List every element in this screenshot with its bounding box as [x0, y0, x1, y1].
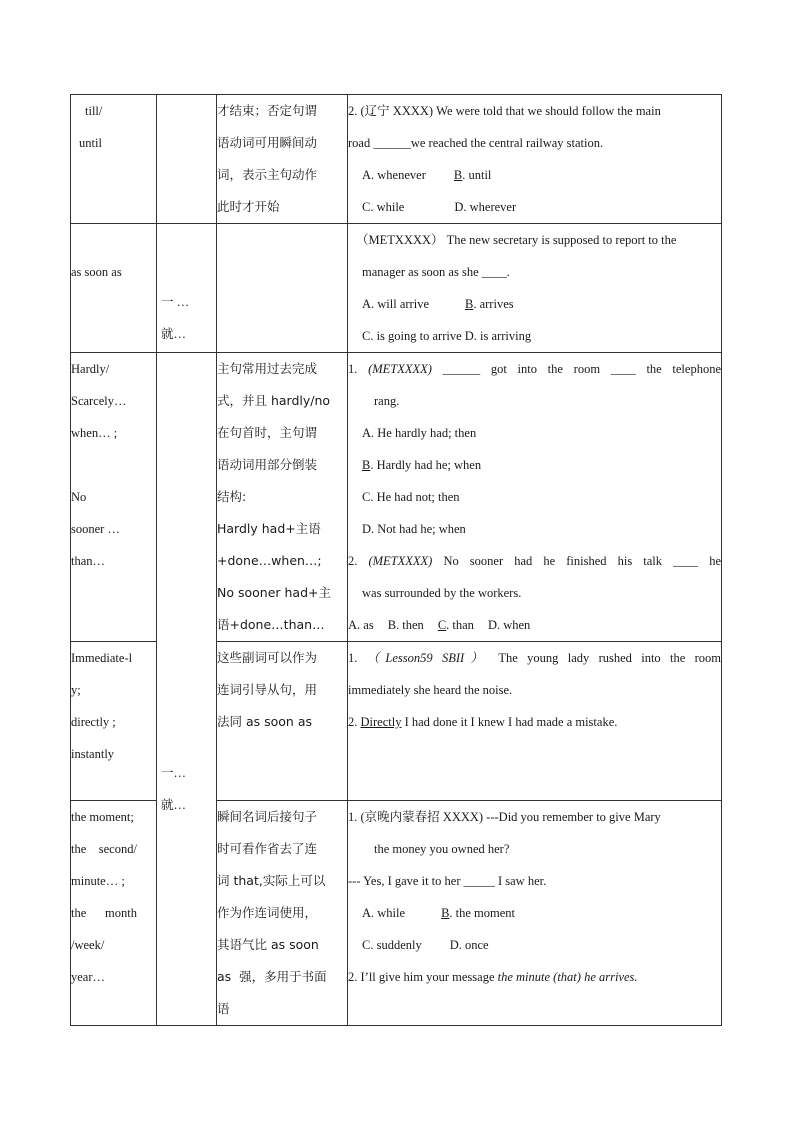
usage-line: 语动词可用瞬间动 — [217, 135, 318, 150]
usage-line: 主句常用过去完成 — [217, 361, 318, 376]
meaning-cell — [157, 224, 217, 353]
question-source: (METXXXX) — [368, 554, 433, 568]
sentence-body: The young lady rushed into the room — [498, 651, 721, 665]
usage-line: 作为作连词使用， — [217, 905, 318, 920]
usage-cell — [217, 224, 348, 353]
question-body: No sooner had he finished his talk ____ he — [443, 554, 721, 568]
option-b: B. then — [387, 618, 424, 632]
option-a: A. whenever — [362, 168, 426, 182]
option-d: D. when — [487, 618, 531, 632]
examples-cell — [348, 801, 722, 1026]
table-row — [71, 95, 722, 224]
sentence-text — [348, 706, 721, 738]
usage-cell — [217, 642, 348, 801]
meaning-line: 一 … — [161, 295, 190, 309]
question-text — [348, 545, 721, 577]
options-line — [348, 897, 721, 929]
question-text: --- Yes, I gave it to her _____ I saw her. — [348, 874, 547, 888]
conjunction-line: /week/ — [71, 938, 105, 952]
usage-line: 其语气比 as soon — [217, 937, 319, 952]
conjunction-line: Hardly/ — [71, 362, 110, 376]
usage-line: 法同 as soon as — [217, 714, 312, 729]
usage-cell — [217, 353, 348, 642]
question-text: 2. (辽宁 XXXX) We were told that we should follow the main — [348, 104, 661, 118]
option-a: A. while — [362, 906, 406, 920]
table-row — [71, 224, 722, 353]
conjunction-cell — [71, 224, 157, 353]
conjunction-line: the month — [71, 906, 137, 920]
conjunction-cell — [71, 801, 157, 1026]
question-number: 1. — [348, 362, 358, 376]
question-text: was surrounded by the workers. — [362, 586, 522, 600]
conjunction-line: instantly — [71, 747, 115, 761]
conjunction-line: the moment; — [71, 810, 134, 824]
option-c: C. suddenly — [362, 938, 422, 952]
meaning-line: 就… — [161, 798, 187, 812]
usage-line: 词 that,实际上可以 — [217, 873, 326, 888]
conjunction-cell — [71, 353, 157, 642]
usage-line: 此时才开始 — [217, 199, 280, 214]
examples-cell — [348, 353, 722, 642]
conjunction-line: as soon as — [71, 265, 122, 279]
option-b-letter: B — [465, 297, 474, 311]
usage-line: 才结束；否定句谓 — [217, 103, 318, 118]
option-b: . until — [462, 168, 492, 182]
usage-line: 在句首时，主句谓 — [217, 425, 318, 440]
option-c: . than — [446, 618, 474, 632]
meaning-cell — [157, 95, 217, 224]
option-d: D. once — [449, 938, 489, 952]
usage-line: 瞬间名词后接句子 — [217, 809, 318, 824]
option-a: A. He hardly had; then — [362, 426, 477, 440]
conjunction-line: Scarcely… — [71, 394, 127, 408]
option-b — [348, 449, 721, 481]
conjunction-cell — [71, 642, 157, 801]
sentence-text — [348, 642, 721, 674]
conjunction-line — [71, 449, 156, 481]
usage-line: Hardly had+主语 — [217, 521, 321, 536]
conjunction-line: when… ; — [71, 426, 118, 440]
option-a: A. as — [348, 618, 374, 632]
question-text — [348, 353, 721, 385]
option-b-text: . Hardly had he; when — [370, 458, 482, 472]
usage-line: 结构: — [217, 489, 247, 504]
sentence-body: I had done it I knew I had made a mistake. — [401, 715, 618, 729]
option-b: . arrives — [473, 297, 514, 311]
option-c: C. He had not; then — [362, 490, 460, 504]
usage-line: No sooner had+主 — [217, 585, 331, 600]
question-source: (METXXXX) — [368, 362, 432, 376]
question-text: road ______we reached the central railway station. — [348, 136, 604, 150]
option-d: D. Not had he; when — [362, 522, 466, 536]
conjunction-line: directly ; — [71, 715, 116, 729]
option-b-letter: B — [453, 168, 463, 182]
meaning-line: 一… — [161, 766, 187, 780]
conjunction-line: till/ — [85, 104, 103, 118]
usage-line: as 强，多用于书面 — [217, 969, 327, 984]
option-c: C. while — [362, 200, 405, 214]
conjunction-line: No — [71, 490, 87, 504]
question-text: 1. (京晚内蒙春招 XXXX) ---Did you remember to give Mary — [348, 810, 661, 824]
usage-cell — [217, 801, 348, 1026]
sentence-keyword: Directly — [360, 715, 402, 729]
options-line: C. is going to arrive D. is arriving — [362, 329, 532, 343]
usage-line: 时可看作省去了连 — [217, 841, 318, 856]
conjunction-cell — [71, 95, 157, 224]
usage-line: 式，并且 hardly/no — [217, 393, 331, 408]
question-text: （METXXXX） The new secretary is supposed to report to the — [356, 233, 677, 247]
option-b: . the moment — [449, 906, 516, 920]
option-d: D. wherever — [454, 200, 517, 214]
option-b-letter: B — [362, 458, 371, 472]
conjunction-line: Immediate-l — [71, 651, 133, 665]
option-b-letter: B — [441, 906, 450, 920]
grammar-table — [70, 94, 722, 1026]
sentence-body: 2. I’ll give him your message — [348, 970, 498, 984]
option-c-letter: C — [437, 618, 447, 632]
sentence-number: 1. — [348, 651, 358, 665]
question-body: ______ got into the room ____ the telephone — [442, 362, 721, 376]
sentence-text — [348, 961, 721, 993]
meaning-line: 就… — [161, 327, 187, 341]
sentence-source: （Lesson59 SBII） — [366, 651, 490, 665]
examples-cell — [348, 642, 722, 801]
conjunction-line: until — [79, 136, 102, 150]
question-text: rang. — [374, 394, 400, 408]
question-number: 2. — [348, 554, 358, 568]
conjunction-line: minute… ; — [71, 874, 125, 888]
options-line — [348, 609, 721, 641]
conjunction-line: sooner … — [71, 522, 120, 536]
usage-line: 语动词用部分倒装 — [217, 457, 318, 472]
usage-line: 词，表示主句动作 — [217, 167, 318, 182]
usage-cell — [217, 95, 348, 224]
usage-line: 语 — [217, 1001, 230, 1016]
conjunction-line: the second/ — [71, 842, 137, 856]
options-line — [348, 929, 721, 961]
meaning-cell — [157, 353, 217, 1026]
option-a: A. will arrive — [362, 297, 429, 311]
examples-cell — [348, 95, 722, 224]
usage-line: 这些副词可以作为 — [217, 650, 318, 665]
conjunction-line: than… — [71, 554, 106, 568]
conjunction-line: year… — [71, 970, 106, 984]
sentence-number: 2. — [348, 715, 358, 729]
usage-line: 连词引导从句，用 — [217, 682, 318, 697]
options-line — [348, 191, 721, 223]
sentence-text: immediately she heard the noise. — [348, 683, 513, 697]
options-line — [348, 159, 721, 191]
question-text: manager as soon as she ____. — [362, 265, 510, 279]
question-text: the money you owned her? — [374, 842, 510, 856]
options-line — [348, 288, 721, 320]
usage-line: +done…when…; — [217, 553, 322, 568]
conjunction-line: y; — [71, 683, 81, 697]
table-row — [71, 353, 722, 642]
sentence-italic: the minute (that) he arrives. — [497, 970, 638, 984]
examples-cell — [348, 224, 722, 353]
usage-line: 语+done…than… — [217, 617, 325, 632]
